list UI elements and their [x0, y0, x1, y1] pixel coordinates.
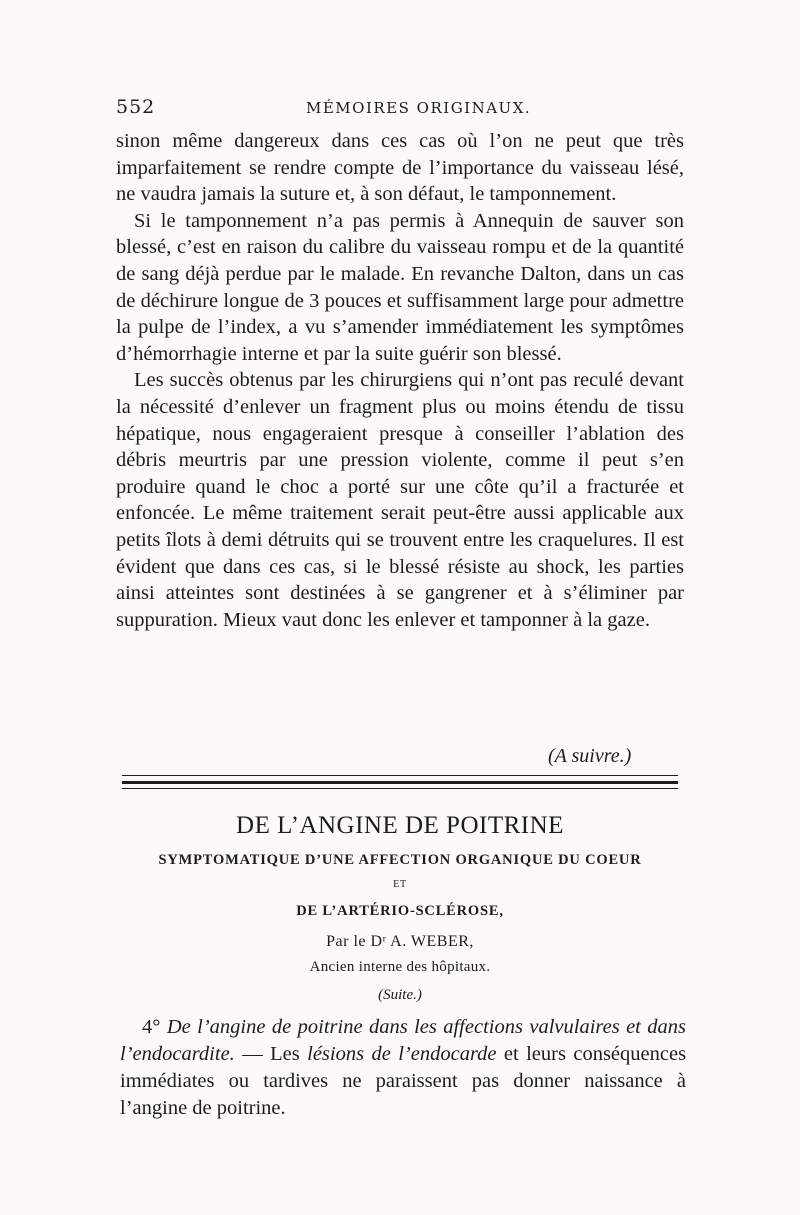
suite-note: (Suite.)	[378, 987, 422, 1003]
article-subtitle-2: DE L’ARTÉRIO-SCLÉROSE,	[296, 903, 504, 919]
continuation-note: (A suivre.)	[548, 745, 632, 767]
divider-rule-top	[122, 775, 678, 776]
section-text	[120, 1014, 686, 1122]
paragraph-2: Si le tamponnement n’a pas permis à Annequin de sauver son blessé, c’est en raison du calibre du vaisseau rompu et de la quantité de sang déjà perdue par le malade. En revanche Dalton, dans un cas de déchirure longue de 3 pouces et suffisamment large pour admettre la pulpe de l’index, a vu s’amender immédiatement les symptômes d’hémorrhagie interne et par la suite guérir son blessé.	[116, 209, 684, 365]
paragraph-3: Les succès obtenus par les chirurgiens qui n’ont pas reculé devant la nécessité d’enlever un fragment plus ou moins étendu de tissu hépatique, nous engageraient presque à conseiller l’ablation des débris meurtris par une pression violente, comme il peut s’en produire quand le choc a porté sur une côte qu’il a fracturée et enfoncée. Le même traitement serait peut-être aussi applicable aux petits îlots à demi détruits qui se trouvent entre les craquelures. Il est évident que dans ces cas, si le blessé résiste au shock, les parties ainsi atteintes sont destinées à se gangrener et à s’éliminer par suppuration. Mieux vaut donc les enlever et tamponner à la gaze.	[116, 369, 684, 631]
page-number: 552	[116, 96, 156, 118]
section-text-rest: et leurs conséquences immédiates ou tardives ne paraissent pas donner naissance à l’angine de poitrine.	[120, 1043, 687, 1119]
running-title: MÉMOIRES ORIGINAUX.	[306, 99, 532, 117]
paragraph-1: sinon même dangereux dans ces cas où l’on ne peut que très imparfaitement se rendre compte de l’importance du vaisseau lésé, ne vaudra jamais la suture et, à son défaut, le tamponnement.	[116, 130, 684, 206]
article-title: DE L’ANGINE DE POITRINE	[236, 812, 564, 839]
section-text-start: Les	[270, 1043, 300, 1065]
article-author: Par le Dʳ A. WEBER,	[326, 933, 474, 950]
article-subtitle-et: ET	[393, 879, 407, 890]
body-text	[116, 128, 684, 633]
section-text-italic: lésions de l’endocarde	[307, 1043, 497, 1065]
running-head	[116, 96, 686, 120]
divider-rule-middle	[122, 781, 678, 784]
section-number: 4°	[142, 1016, 161, 1038]
divider-rule-bottom	[122, 788, 678, 789]
section-heading: De l’angine de poitrine dans les affections valvulaires et dans l’endocardite.	[120, 1016, 686, 1065]
article-subtitle-1: SYMPTOMATIQUE D’UNE AFFECTION ORGANIQUE DU COEUR	[158, 852, 642, 868]
section-paragraph	[120, 1014, 686, 1122]
article-author-info: Ancien interne des hôpitaux.	[309, 959, 491, 975]
section-dash: —	[242, 1043, 263, 1065]
